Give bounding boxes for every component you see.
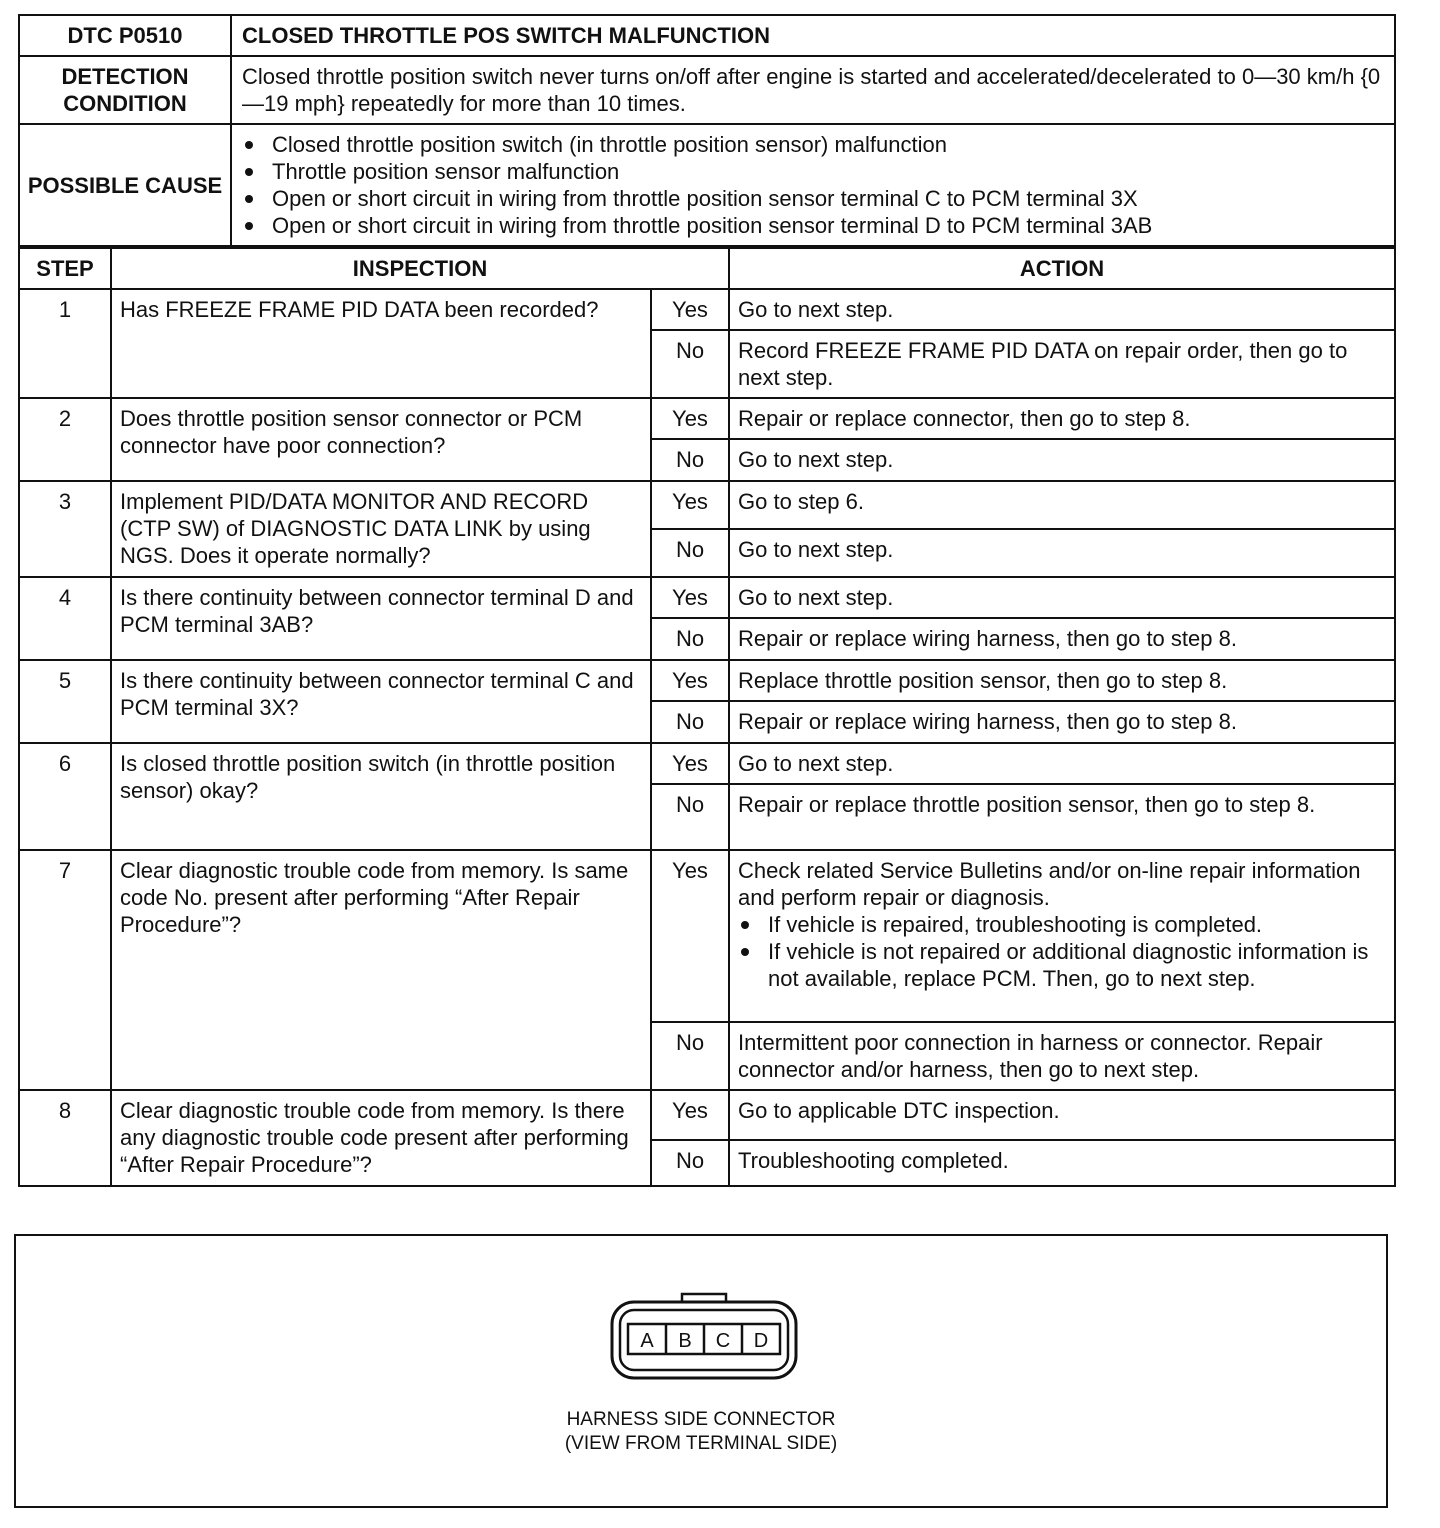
step-number: 4 — [19, 577, 111, 660]
answer-yes: Yes — [651, 660, 729, 701]
answer-no: No — [651, 784, 729, 850]
step-inspection: Clear diagnostic trouble code from memory. Is same code No. present after performing “After Repair Procedure”? — [111, 850, 651, 1090]
column-header-inspection: INSPECTION — [111, 248, 729, 289]
action-no: Repair or replace wiring harness, then go to step 8. — [729, 701, 1395, 743]
possible-cause-label: POSSIBLE CAUSE — [19, 124, 231, 246]
action-bullet: If vehicle is not repaired or additional diagnostic information is not available, replace PCM. Then, go to next step. — [738, 938, 1386, 992]
action-yes — [729, 850, 1395, 1022]
step-number: 1 — [19, 289, 111, 398]
answer-no: No — [651, 701, 729, 743]
step-number: 2 — [19, 398, 111, 481]
cause-item: Open or short circuit in wiring from throttle position sensor terminal D to PCM terminal 3AB — [242, 212, 1384, 239]
cause-item: Open or short circuit in wiring from throttle position sensor terminal C to PCM terminal 3X — [242, 185, 1384, 212]
action-yes: Repair or replace connector, then go to step 8. — [729, 398, 1395, 439]
action-no: Repair or replace throttle position sensor, then go to step 8. — [729, 784, 1395, 850]
action-no: Intermittent poor connection in harness or connector. Repair connector and/or harness, then go to next step. — [729, 1022, 1395, 1090]
step-inspection: Is there continuity between connector terminal C and PCM terminal 3X? — [111, 660, 651, 743]
answer-yes: Yes — [651, 1090, 729, 1140]
answer-yes: Yes — [651, 481, 729, 529]
action-yes: Go to applicable DTC inspection. — [729, 1090, 1395, 1140]
answer-yes: Yes — [651, 398, 729, 439]
possible-cause-list — [231, 124, 1395, 246]
action-yes: Go to next step. — [729, 289, 1395, 330]
caption-line: HARNESS SIDE CONNECTOR — [566, 1409, 836, 1430]
step-number: 3 — [19, 481, 111, 577]
answer-yes: Yes — [651, 577, 729, 618]
action-yes-text: Check related Service Bulletins and/or on-line repair information and perform repair or diagnosis. — [738, 858, 1361, 910]
connector-caption — [16, 1408, 1386, 1456]
dtc-document — [18, 14, 1396, 1187]
action-no: Troubleshooting completed. — [729, 1140, 1395, 1186]
connector-diagram-box — [14, 1234, 1388, 1508]
answer-no: No — [651, 1140, 729, 1186]
cause-item: Closed throttle position switch (in throttle position sensor) malfunction — [242, 131, 1384, 158]
step-number: 6 — [19, 743, 111, 850]
action-no: Go to next step. — [729, 529, 1395, 577]
terminal-label: A — [640, 1330, 654, 1352]
answer-no: No — [651, 439, 729, 481]
action-no: Record FREEZE FRAME PID DATA on repair order, then go to next step. — [729, 330, 1395, 398]
step-inspection: Has FREEZE FRAME PID DATA been recorded? — [111, 289, 651, 398]
action-yes: Go to next step. — [729, 577, 1395, 618]
action-bullet: If vehicle is repaired, troubleshooting is completed. — [738, 911, 1386, 938]
step-number: 8 — [19, 1090, 111, 1186]
answer-no: No — [651, 529, 729, 577]
cause-item: Throttle position sensor malfunction — [242, 158, 1384, 185]
detection-condition-text: Closed throttle position switch never turns on/off after engine is started and accelerated/decelerated to 0—30 km/h {0—19 mph} repeatedly for more than 10 times. — [231, 56, 1395, 124]
step-inspection: Is closed throttle position switch (in throttle position sensor) okay? — [111, 743, 651, 850]
caption-line: (VIEW FROM TERMINAL SIDE) — [564, 1433, 838, 1454]
dtc-header-table — [18, 14, 1396, 247]
answer-no: No — [651, 1022, 729, 1090]
answer-no: No — [651, 330, 729, 398]
answer-yes: Yes — [651, 850, 729, 1022]
inspection-steps-table — [18, 247, 1396, 1187]
terminal-label: D — [753, 1330, 769, 1352]
step-inspection: Clear diagnostic trouble code from memory. Is there any diagnostic trouble code present after performing “After Repair Procedure”? — [111, 1090, 651, 1186]
step-number: 7 — [19, 850, 111, 1090]
action-no: Go to next step. — [729, 439, 1395, 481]
step-inspection: Does throttle position sensor connector or PCM connector have poor connection? — [111, 398, 651, 481]
action-yes: Go to step 6. — [729, 481, 1395, 529]
action-yes: Replace throttle position sensor, then go to step 8. — [729, 660, 1395, 701]
dtc-title: CLOSED THROTTLE POS SWITCH MALFUNCTION — [231, 15, 1395, 56]
detection-condition-label: DETECTION CONDITION — [19, 56, 231, 124]
answer-yes: Yes — [651, 289, 729, 330]
action-no: Repair or replace wiring harness, then go to step 8. — [729, 618, 1395, 660]
answer-yes: Yes — [651, 743, 729, 784]
terminal-label: C — [715, 1330, 731, 1352]
step-number: 5 — [19, 660, 111, 743]
column-header-action: ACTION — [729, 248, 1395, 289]
dtc-code: DTC P0510 — [19, 15, 231, 56]
step-inspection: Is there continuity between connector terminal D and PCM terminal 3AB? — [111, 577, 651, 660]
terminal-label: B — [678, 1330, 692, 1352]
harness-connector-illustration — [606, 1288, 802, 1384]
column-header-step: STEP — [19, 248, 111, 289]
answer-no: No — [651, 618, 729, 660]
step-inspection: Implement PID/DATA MONITOR AND RECORD (CTP SW) of DIAGNOSTIC DATA LINK by using NGS. Does it operate normally? — [111, 481, 651, 577]
action-yes: Go to next step. — [729, 743, 1395, 784]
